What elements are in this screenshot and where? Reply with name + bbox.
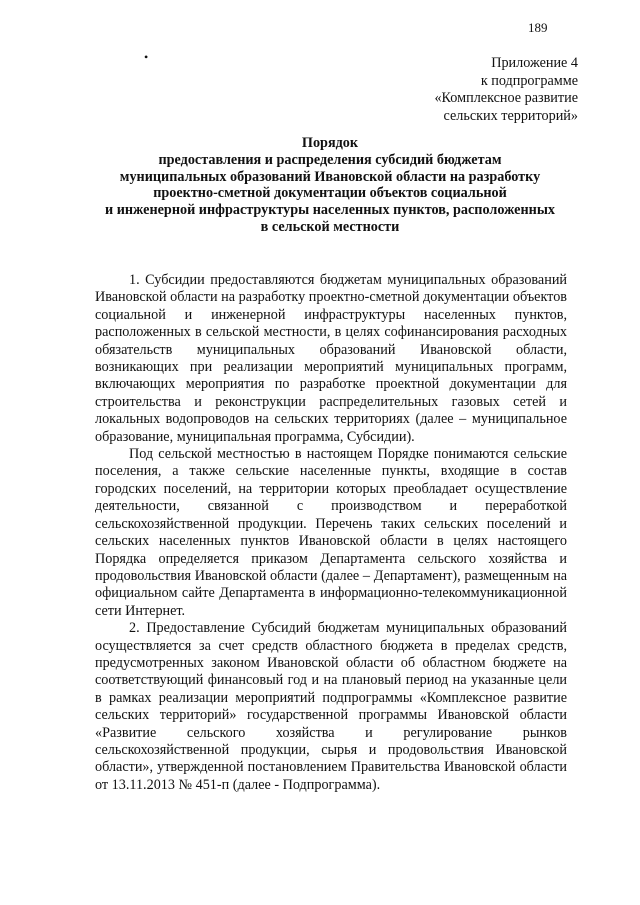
title-line: Порядок bbox=[301, 135, 359, 151]
appendix-reference bbox=[434, 55, 578, 125]
page-number: 189 bbox=[528, 20, 548, 35]
appendix-line: сельских территорий» bbox=[443, 107, 578, 124]
document-body bbox=[95, 272, 567, 794]
title-line: в сельской местности bbox=[260, 218, 400, 235]
document-title bbox=[80, 135, 580, 236]
stray-mark: • bbox=[144, 50, 149, 64]
paragraph-1: 1. Субсидии предоставляются бюджетам муниципальных образований Ивановской области на разработку проектно-сметной документации объектов социальной и инженерной инфраструктуры населенных пунктов, расположенных в сельской местности, в целях софинансирования расходных обязательств муниципальных образований Ивановской области, возникающих при реализации мероприятий муниципальных программ, включающих мероприятия по разработке проектной документации для строительства и реконструкции распределительных газовых сетей и локальных водопроводов на сельских территориях (далее – муниципальное образование, муниципальная программа, Субсидии). bbox=[95, 272, 567, 445]
title-line: проектно-сметной документации объектов социальной bbox=[153, 185, 507, 202]
appendix-line: Приложение 4 bbox=[491, 55, 578, 71]
paragraph-3: 2. Предоставление Субсидий бюджетам муниципальных образований осуществляется за счет средств областного бюджета в пределах средств, предусмотренных законом Ивановской области об областном бюджете на соответствующий финансовый год и на плановый период на указанные цели в рамках реализации мероприятий подпрограммы «Комплексное развитие сельских территорий» государственной программы Ивановской области «Развитие сельского хозяйства и регулирование рынков сельскохозяйственной продукции, сырья и продовольствия Ивановской области», утвержденной постановлением Правительства Ивановской области от 13.11.2013 № 451-п (далее - Подпрограмма). bbox=[95, 620, 567, 793]
title-line: предоставления и распределения субсидий бюджетам bbox=[158, 151, 502, 168]
title-line: муниципальных образований Ивановской области на разработку bbox=[119, 168, 541, 185]
appendix-line: «Комплексное развитие bbox=[434, 90, 578, 106]
title-line: и инженерной инфраструктуры населенных пунктов, расположенных bbox=[104, 202, 555, 219]
appendix-line: к подпрограмме bbox=[480, 72, 578, 89]
paragraph-2: Под сельской местностью в настоящем Порядке понимаются сельские поселения, а также сельские населенные пункты, входящие в состав городских поселений, на территории которых преобладает осуществление деятельности, связанной с производством и переработкой сельскохозяйственной продукции. Перечень таких сельских поселений и сельских населенных пунктов Ивановской области в целях настоящего Порядка определяется приказом Департамента сельского хозяйства и продовольствия Ивановской области (далее – Департамент), размещенным на официальном сайте Департамента в информационно-телекоммуникационной сети Интернет. bbox=[95, 446, 567, 619]
